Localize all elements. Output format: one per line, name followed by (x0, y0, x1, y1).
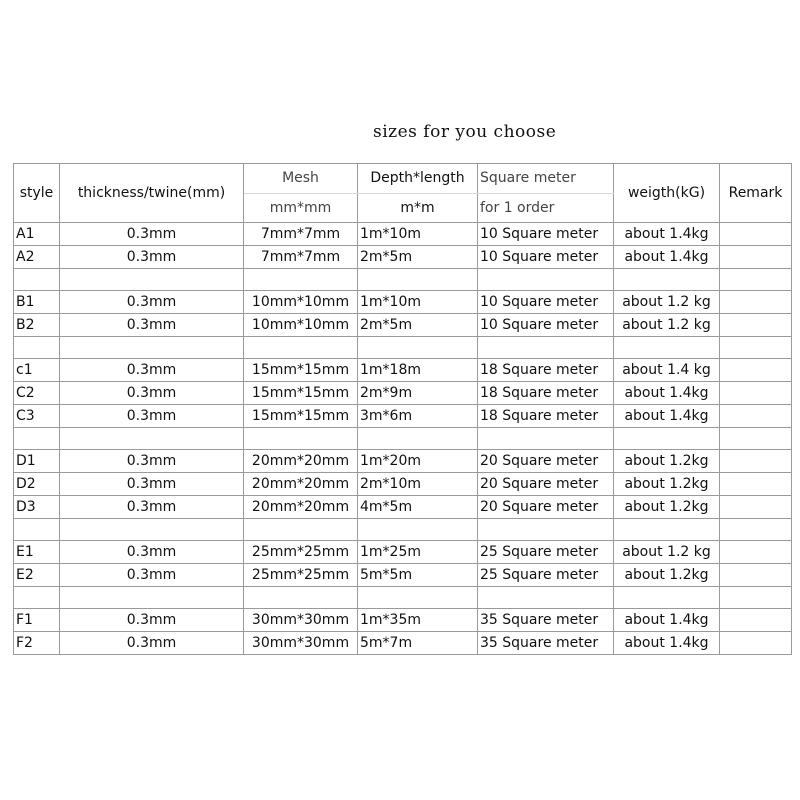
empty-cell (478, 519, 614, 541)
cell-square-meter: 25 Square meter (478, 541, 614, 564)
cell-style: B2 (14, 314, 60, 337)
cell-style: D3 (14, 496, 60, 519)
cell-remark (720, 405, 792, 428)
cell-depth-length: 3m*6m (358, 405, 478, 428)
table-row (14, 473, 792, 496)
table-row (14, 405, 792, 428)
empty-cell (358, 428, 478, 450)
cell-weight: about 1.4kg (614, 405, 720, 428)
cell-square-meter: 35 Square meter (478, 609, 614, 632)
cell-thickness: 0.3mm (60, 291, 244, 314)
cell-square-meter: 20 Square meter (478, 473, 614, 496)
empty-cell (358, 337, 478, 359)
spacer-row (14, 428, 792, 450)
cell-square-meter: 10 Square meter (478, 223, 614, 246)
cell-remark (720, 541, 792, 564)
empty-cell (720, 519, 792, 541)
cell-remark (720, 473, 792, 496)
spacer-row (14, 519, 792, 541)
empty-cell (60, 428, 244, 450)
header-remark: Remark (720, 164, 792, 223)
cell-style: C3 (14, 405, 60, 428)
table-row (14, 314, 792, 337)
empty-cell (14, 519, 60, 541)
header-style: style (14, 164, 60, 223)
empty-cell (614, 428, 720, 450)
cell-mesh: 10mm*10mm (244, 314, 358, 337)
cell-mesh: 7mm*7mm (244, 223, 358, 246)
cell-mesh: 20mm*20mm (244, 473, 358, 496)
empty-cell (614, 587, 720, 609)
cell-mesh: 25mm*25mm (244, 541, 358, 564)
cell-mesh: 30mm*30mm (244, 632, 358, 655)
cell-remark (720, 223, 792, 246)
cell-mesh: 15mm*15mm (244, 405, 358, 428)
cell-remark (720, 450, 792, 473)
cell-weight: about 1.4kg (614, 632, 720, 655)
empty-cell (60, 519, 244, 541)
cell-style: D2 (14, 473, 60, 496)
cell-style: A2 (14, 246, 60, 269)
empty-cell (720, 587, 792, 609)
cell-depth-length: 1m*20m (358, 450, 478, 473)
cell-style: E1 (14, 541, 60, 564)
cell-mesh: 7mm*7mm (244, 246, 358, 269)
cell-remark (720, 382, 792, 405)
cell-thickness: 0.3mm (60, 541, 244, 564)
cell-depth-length: 4m*5m (358, 496, 478, 519)
table-body (14, 223, 792, 655)
cell-thickness: 0.3mm (60, 246, 244, 269)
cell-mesh: 10mm*10mm (244, 291, 358, 314)
empty-cell (614, 337, 720, 359)
cell-mesh: 15mm*15mm (244, 359, 358, 382)
cell-depth-length: 1m*25m (358, 541, 478, 564)
cell-style: E2 (14, 564, 60, 587)
cell-square-meter: 20 Square meter (478, 496, 614, 519)
header-square-meter: Square meter (478, 164, 614, 194)
cell-square-meter: 18 Square meter (478, 405, 614, 428)
cell-thickness: 0.3mm (60, 609, 244, 632)
cell-remark (720, 314, 792, 337)
cell-depth-length: 2m*10m (358, 473, 478, 496)
cell-weight: about 1.2kg (614, 473, 720, 496)
empty-cell (358, 519, 478, 541)
cell-depth-length: 2m*9m (358, 382, 478, 405)
cell-mesh: 20mm*20mm (244, 450, 358, 473)
cell-style: c1 (14, 359, 60, 382)
empty-cell (244, 269, 358, 291)
table-row (14, 496, 792, 519)
page-title: sizes for you choose (373, 122, 557, 142)
empty-cell (478, 587, 614, 609)
table-row (14, 382, 792, 405)
cell-remark (720, 359, 792, 382)
empty-cell (244, 519, 358, 541)
cell-depth-length: 2m*5m (358, 314, 478, 337)
cell-square-meter: 18 Square meter (478, 382, 614, 405)
cell-weight: about 1.2kg (614, 564, 720, 587)
cell-weight: about 1.4 kg (614, 359, 720, 382)
empty-cell (478, 269, 614, 291)
cell-square-meter: 10 Square meter (478, 246, 614, 269)
cell-weight: about 1.2kg (614, 450, 720, 473)
cell-thickness: 0.3mm (60, 496, 244, 519)
cell-remark (720, 496, 792, 519)
cell-depth-length: 1m*35m (358, 609, 478, 632)
cell-thickness: 0.3mm (60, 473, 244, 496)
header-thickness: thickness/twine(mm) (60, 164, 244, 223)
cell-thickness: 0.3mm (60, 223, 244, 246)
cell-thickness: 0.3mm (60, 632, 244, 655)
cell-square-meter: 10 Square meter (478, 291, 614, 314)
empty-cell (244, 587, 358, 609)
empty-cell (720, 337, 792, 359)
cell-depth-length: 5m*5m (358, 564, 478, 587)
empty-cell (720, 428, 792, 450)
cell-square-meter: 20 Square meter (478, 450, 614, 473)
empty-cell (14, 337, 60, 359)
cell-weight: about 1.4kg (614, 223, 720, 246)
table-row (14, 359, 792, 382)
header-mesh: Mesh (244, 164, 358, 194)
empty-cell (614, 519, 720, 541)
spacer-row (14, 269, 792, 291)
cell-thickness: 0.3mm (60, 405, 244, 428)
empty-cell (14, 587, 60, 609)
cell-weight: about 1.2kg (614, 496, 720, 519)
table-row (14, 632, 792, 655)
cell-weight: about 1.2 kg (614, 291, 720, 314)
header-weight: weigth(kG) (614, 164, 720, 223)
cell-depth-length: 1m*10m (358, 291, 478, 314)
sizes-table (13, 163, 792, 655)
cell-square-meter: 18 Square meter (478, 359, 614, 382)
empty-cell (60, 269, 244, 291)
cell-remark (720, 246, 792, 269)
cell-weight: about 1.4kg (614, 609, 720, 632)
header-depth-unit: m*m (358, 193, 478, 223)
cell-weight: about 1.4kg (614, 246, 720, 269)
empty-cell (244, 337, 358, 359)
cell-thickness: 0.3mm (60, 382, 244, 405)
cell-mesh: 30mm*30mm (244, 609, 358, 632)
empty-cell (358, 269, 478, 291)
cell-remark (720, 609, 792, 632)
cell-remark (720, 564, 792, 587)
cell-thickness: 0.3mm (60, 314, 244, 337)
table-row (14, 541, 792, 564)
empty-cell (358, 587, 478, 609)
cell-depth-length: 1m*18m (358, 359, 478, 382)
cell-weight: about 1.2 kg (614, 541, 720, 564)
cell-thickness: 0.3mm (60, 564, 244, 587)
cell-style: C2 (14, 382, 60, 405)
cell-weight: about 1.2 kg (614, 314, 720, 337)
empty-cell (60, 337, 244, 359)
cell-remark (720, 291, 792, 314)
empty-cell (478, 337, 614, 359)
table-row (14, 609, 792, 632)
empty-cell (244, 428, 358, 450)
table-row (14, 291, 792, 314)
cell-depth-length: 1m*10m (358, 223, 478, 246)
empty-cell (60, 587, 244, 609)
header-depth: Depth*length (358, 164, 478, 194)
cell-square-meter: 10 Square meter (478, 314, 614, 337)
cell-square-meter: 35 Square meter (478, 632, 614, 655)
empty-cell (720, 269, 792, 291)
spacer-row (14, 337, 792, 359)
cell-depth-length: 5m*7m (358, 632, 478, 655)
cell-style: A1 (14, 223, 60, 246)
header-square-meter-unit: for 1 order (478, 193, 614, 223)
empty-cell (14, 428, 60, 450)
cell-mesh: 15mm*15mm (244, 382, 358, 405)
empty-cell (14, 269, 60, 291)
table-row (14, 246, 792, 269)
empty-cell (478, 428, 614, 450)
header-mesh-unit: mm*mm (244, 193, 358, 223)
cell-remark (720, 632, 792, 655)
cell-thickness: 0.3mm (60, 450, 244, 473)
cell-style: D1 (14, 450, 60, 473)
cell-square-meter: 25 Square meter (478, 564, 614, 587)
cell-mesh: 20mm*20mm (244, 496, 358, 519)
empty-cell (614, 269, 720, 291)
cell-style: F1 (14, 609, 60, 632)
cell-depth-length: 2m*5m (358, 246, 478, 269)
cell-style: F2 (14, 632, 60, 655)
cell-style: B1 (14, 291, 60, 314)
cell-weight: about 1.4kg (614, 382, 720, 405)
table-row (14, 223, 792, 246)
cell-thickness: 0.3mm (60, 359, 244, 382)
table-row (14, 564, 792, 587)
table-row (14, 450, 792, 473)
cell-mesh: 25mm*25mm (244, 564, 358, 587)
table-header (14, 164, 792, 223)
spacer-row (14, 587, 792, 609)
